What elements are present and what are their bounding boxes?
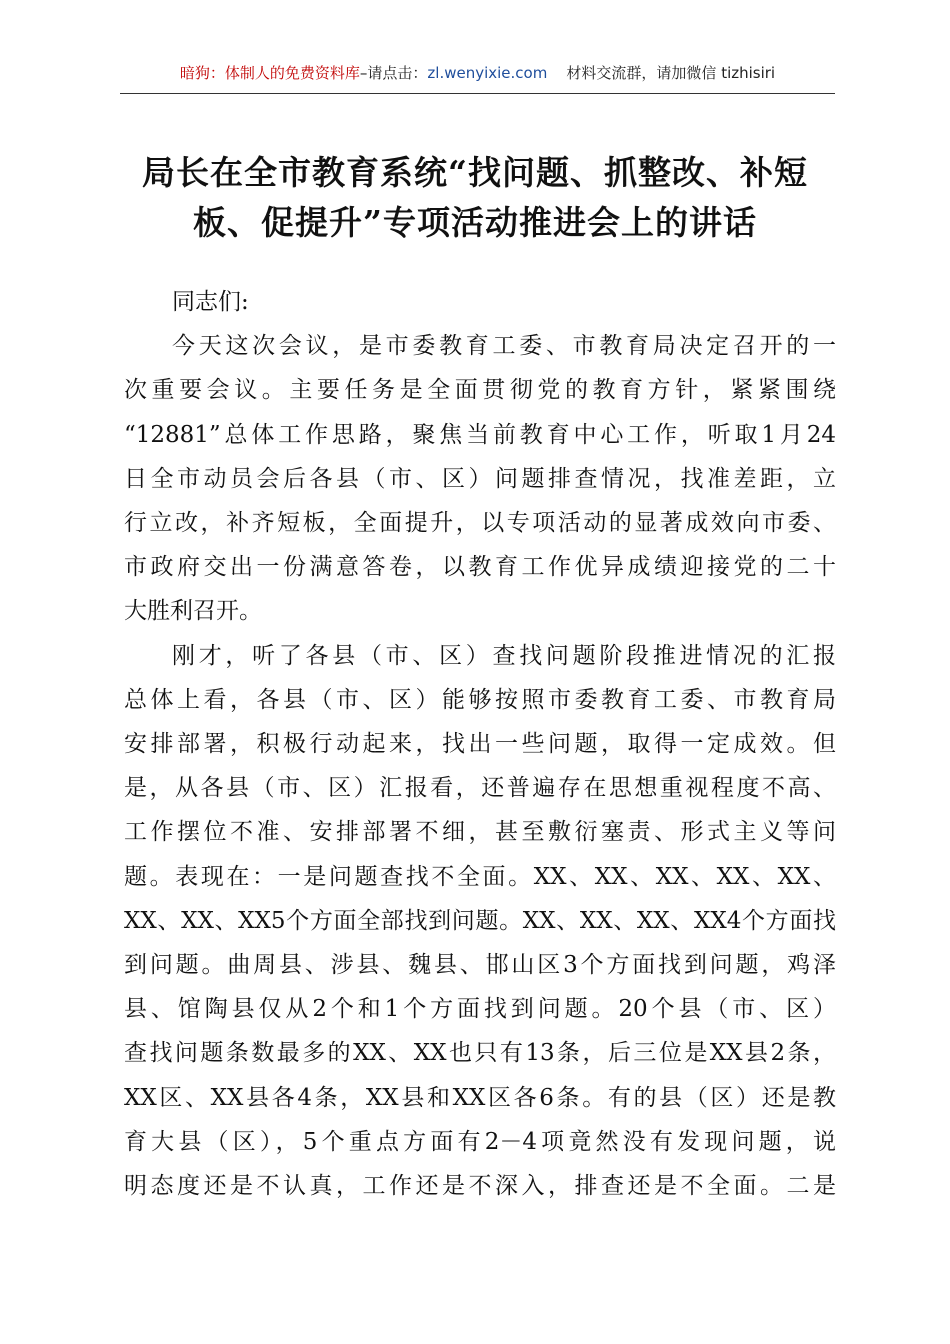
paragraph-line: “12881”总体工作思路，聚焦当前教育中心工作，听取1月24 bbox=[124, 421, 836, 448]
paragraph-line: 总体上看，各县（市、区）能够按照市委教育工委、市教育局 bbox=[124, 686, 836, 713]
title-line: 板、促提升”专项活动推进会上的讲话 bbox=[193, 203, 757, 242]
contact-info: 材料交流群，请加微信 tizhisiri bbox=[566, 64, 776, 82]
paragraph-line: XX、XX、XX5个方面全部找到问题。XX、XX、XX、XX4个方面找 bbox=[124, 907, 836, 934]
paragraph-line: 大胜利召开。 bbox=[124, 598, 262, 625]
paragraph-line: 育大县（区），5个重点方面有2－4项竟然没有发现问题，说 bbox=[124, 1128, 836, 1155]
watermark-header bbox=[120, 62, 835, 84]
paragraph-line: 题。表现在：一是问题查找不全面。XX、XX、XX、XX、XX、 bbox=[124, 863, 836, 890]
paragraph-line: 查找问题条数最多的XX、XX也只有13条，后三位是XX县2条， bbox=[124, 1040, 836, 1067]
paragraph-line: 日全市动员会后各县（市、区）问题排查情况，找准差距，立 bbox=[124, 465, 836, 492]
paragraph-line: 是，从各县（市、区）汇报看，还普遍存在思想重视程度不高、 bbox=[124, 775, 836, 802]
paragraph-line: 今天这次会议，是市委教育工委、市教育局决定召开的一 bbox=[172, 333, 836, 360]
paragraph-line: 工作摆位不准、安排部署不细，甚至敷衍塞责、形式主义等问 bbox=[124, 819, 836, 846]
paragraph-line: 刚才，听了各县（市、区）查找问题阶段推进情况的汇报 bbox=[172, 642, 836, 669]
site-url-link[interactable]: zl.wenyixie.com bbox=[427, 64, 548, 82]
paragraph-line: XX区、XX县各4条，XX县和XX区各6条。有的县（区）还是教 bbox=[124, 1084, 836, 1111]
click-prompt: –请点击： bbox=[359, 64, 428, 82]
paragraph-line: 县、馆陶县仅从2个和1个方面找到问题。20个县（市、区） bbox=[124, 996, 836, 1023]
paragraph-line: 明态度还是不认真，工作还是不深入，排查还是不全面。二是 bbox=[124, 1173, 836, 1200]
paragraph-line: 市政府交出一份满意答卷，以教育工作优异成绩迎接党的二十 bbox=[124, 554, 836, 581]
document-body bbox=[124, 280, 836, 1208]
document-title bbox=[100, 148, 850, 248]
paragraph-line: 行立改，补齐短板，全面提升，以专项活动的显著成效向市委、 bbox=[124, 510, 836, 537]
title-line: 局长在全市教育系统“找问题、抓整改、补短 bbox=[142, 153, 808, 192]
salutation: 同志们: bbox=[172, 289, 249, 315]
paragraph-line: 到问题。曲周县、涉县、魏县、邯山区3个方面找到问题，鸡泽 bbox=[124, 952, 836, 979]
paragraph-line: 安排部署，积极行动起来，找出一些问题，取得一定成效。但 bbox=[124, 731, 836, 758]
paragraph-line: 次重要会议。主要任务是全面贯彻党的教育方针，紧紧围绕 bbox=[124, 377, 836, 404]
header-divider bbox=[120, 93, 835, 94]
site-name: 暗狗：体制人的免费资料库 bbox=[179, 64, 360, 82]
